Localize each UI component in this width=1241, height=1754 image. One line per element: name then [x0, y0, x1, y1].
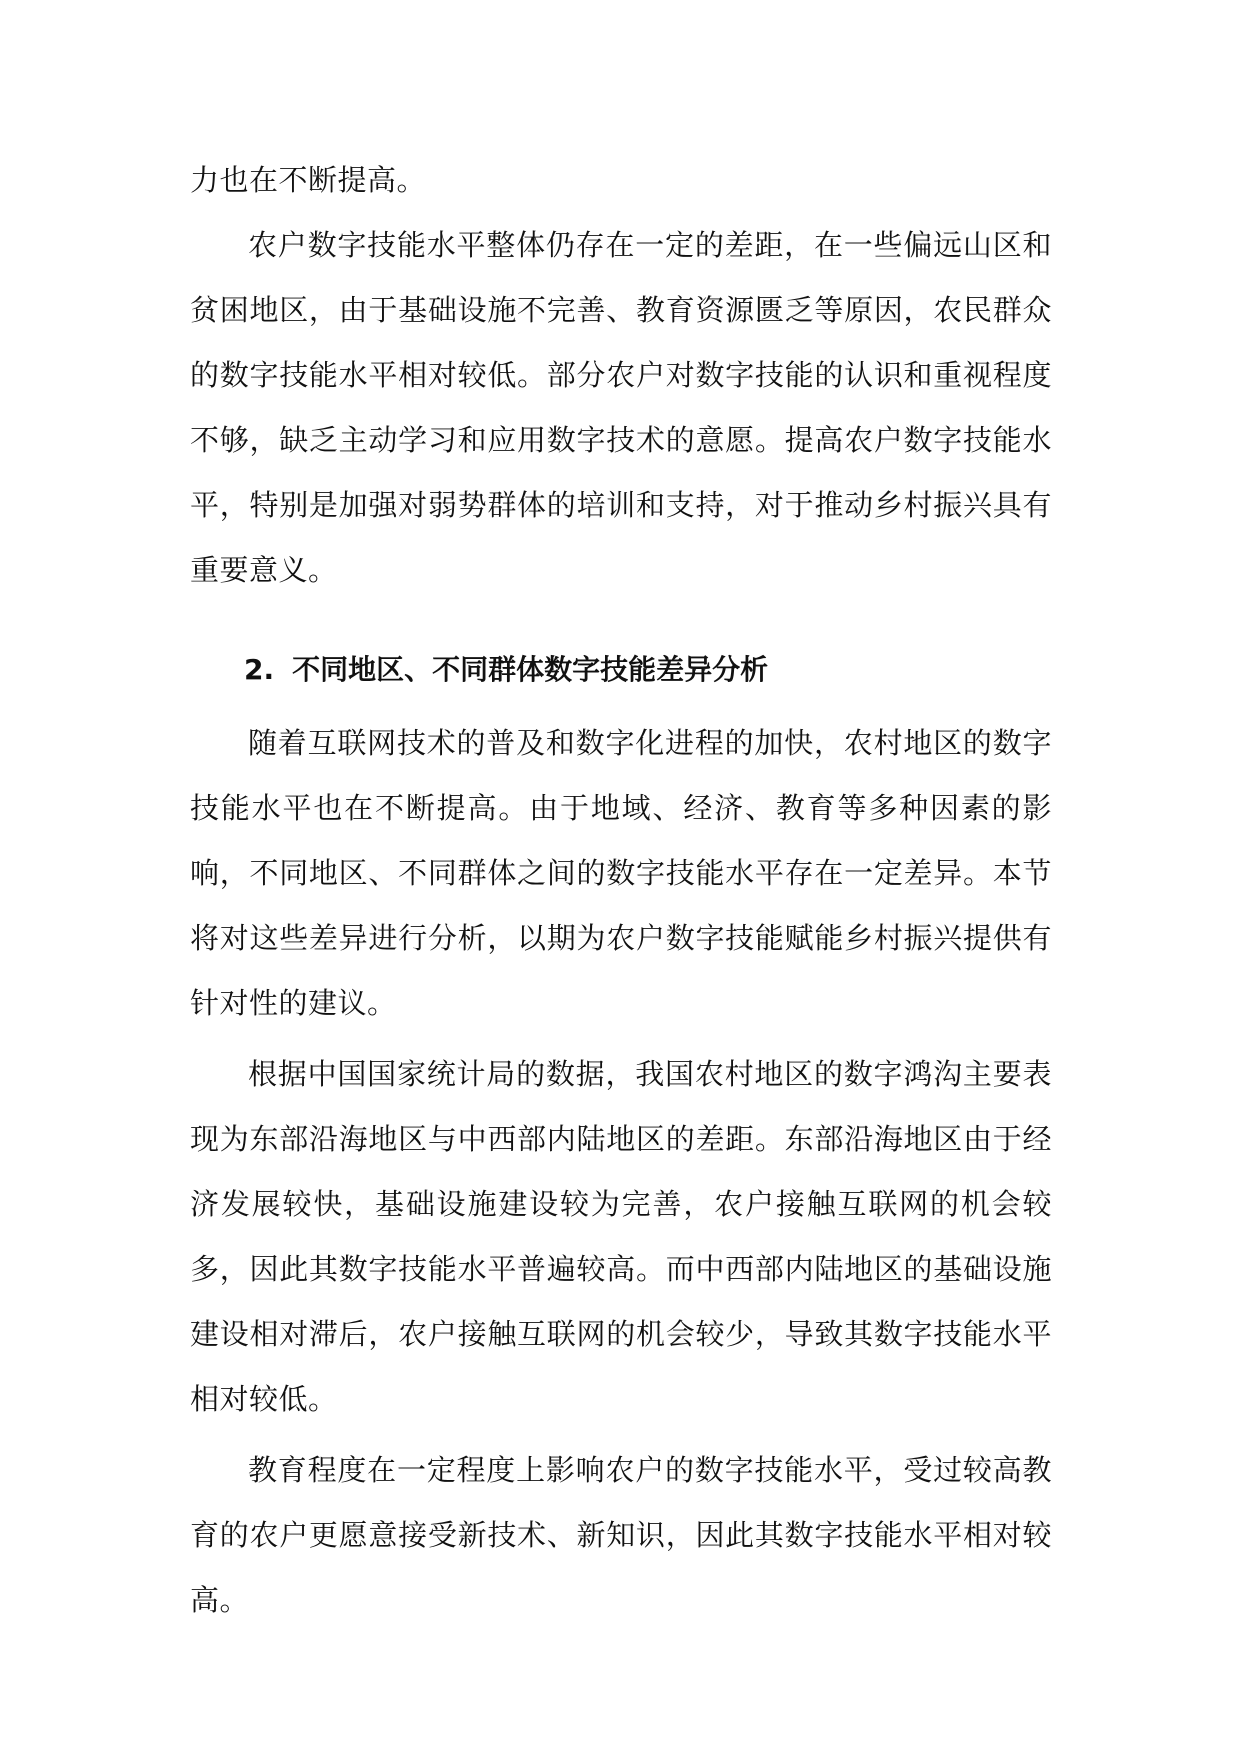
paragraph-continuation: 力也在不断提高。 — [190, 163, 427, 197]
paragraph-education: 教育程度在一定程度上影响农户的数字技能水平，受过较高教育的农户更愿意接受新技术、新知识，因此其数字技能水平相对较高。 — [190, 1453, 1052, 1617]
section-number: 2. — [244, 653, 275, 686]
paragraph-skill-gap: 农户数字技能水平整体仍存在一定的差距，在一些偏远山区和贫困地区，由于基础设施不完善、教育资源匮乏等原因，农民群众的数字技能水平相对较低。部分农户对数字技能的认识和重视程度不够，缺乏主动学习和应用数字技术的意愿。提高农户数字技能水平，特别是加强对弱势群体的培训和支持，对于推动乡村振兴具有重要意义。 — [190, 228, 1052, 587]
section-title: 不同地区、不同群体数字技能差异分析 — [292, 653, 769, 686]
section-heading — [190, 645, 1052, 695]
paragraph-regional-gap: 根据中国国家统计局的数据，我国农村地区的数字鸿沟主要表现为东部沿海地区与中西部内陆地区的差距。东部沿海地区由于经济发展较快，基础设施建设较为完善，农户接触互联网的机会较多，因此其数字技能水平普遍较高。而中西部内陆地区的基础设施建设相对滞后，农户接触互联网的机会较少，导致其数字技能水平相对较低。 — [190, 1057, 1052, 1416]
document-page — [190, 148, 1052, 1633]
paragraph-intro: 随着互联网技术的普及和数字化进程的加快，农村地区的数字技能水平也在不断提高。由于地域、经济、教育等多种因素的影响，不同地区、不同群体之间的数字技能水平存在一定差异。本节将对这些差异进行分析，以期为农户数字技能赋能乡村振兴提供有针对性的建议。 — [190, 726, 1052, 1020]
